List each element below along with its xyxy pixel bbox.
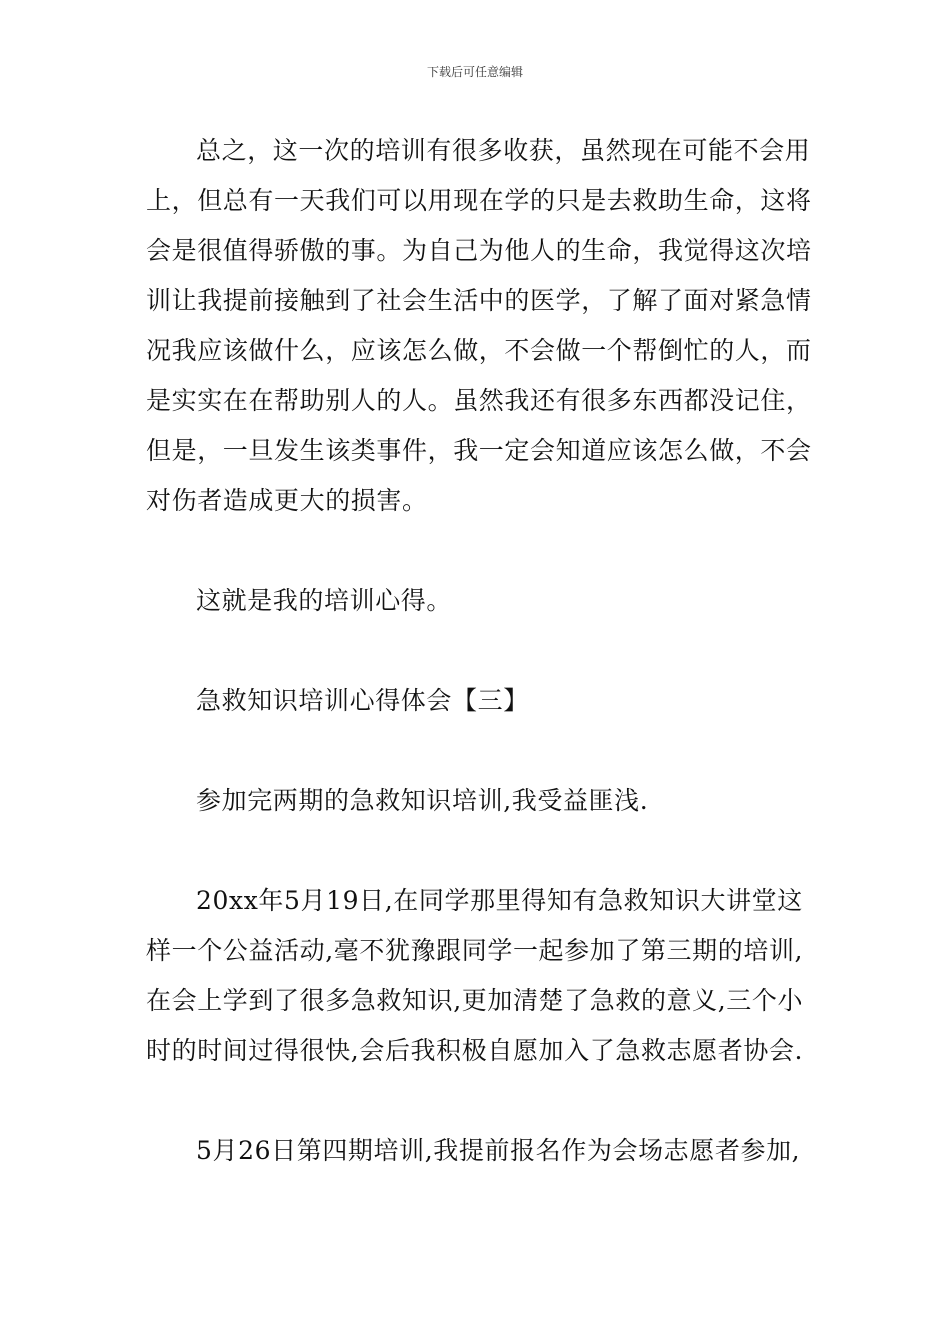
paragraph-may-19: 20xx年5月19日,在同学那里得知有急救知识大讲堂这样一个公益活动,毫不犹豫跟同学一起参加了第三期的培训,在会上学到了很多急救知识,更加清楚了急救的意义,三个小时的时间过得很快,会后我积极自愿加入了急救志愿者协会.	[146, 886, 804, 1065]
paragraph-summary: 总之，这一次的培训有很多收获，虽然现在可能不会用上，但总有一天我们可以用现在学的只是去救助生命，这将会是很值得骄傲的事。为自己为他人的生命，我觉得这次培训让我提前接触到了社会生活中的医学，了解了面对紧急情况我应该做什么，应该怎么做，不会做一个帮倒忙的人，而是实实在在帮助别人的人。虽然我还有很多东西都没记住，但是，一旦发生该类事件，我一定会知道应该怎么做，不会对伤者造成更大的损害。	[146, 136, 812, 515]
paragraph-may-26: 5月26日第四期培训,我提前报名作为会场志愿者参加,	[196, 1136, 801, 1165]
paragraph-gap	[146, 526, 826, 576]
section-heading: 急救知识培训心得体会【三】	[196, 686, 529, 715]
paragraph-gap	[146, 726, 826, 776]
page-header: 下载后可任意编辑	[426, 65, 523, 79]
document-body	[146, 126, 826, 1176]
paragraph-gap	[146, 626, 826, 676]
paragraph-intro: 参加完两期的急救知识培训,我受益匪浅.	[196, 786, 649, 815]
paragraph-gap	[146, 1076, 826, 1126]
paragraph-gap	[146, 826, 826, 876]
paragraph-conclusion: 这就是我的培训心得。	[196, 586, 453, 615]
